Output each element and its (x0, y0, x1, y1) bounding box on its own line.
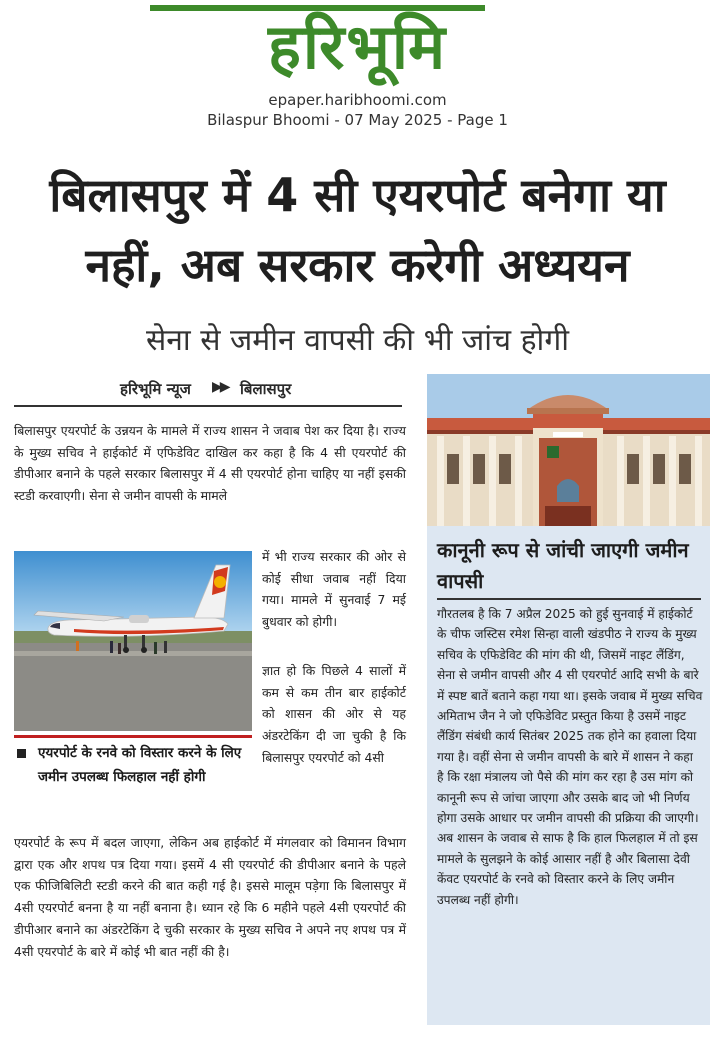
byline-source: हरिभूमि न्यूज (120, 380, 191, 398)
sidebar-title: कानूनी रूप से जांची जाएगी जमीन वापसी (437, 538, 689, 593)
subheadline: सेना से जमीन वापसी की भी जांच होगी (145, 323, 569, 358)
article-paragraph-4: एयरपोर्ट के रूप में बदल जाएगा, लेकिन अब हाईकोर्ट में मंगलवार को विमानन विभाग द्वारा एक और शपथ पत्र दिया गया। इसमें 4 सी एयरपोर्ट की डीपीआर बनाने के पहले एक फीजिबिलिटी स्टडी करने की बात कही गई है। इससे मालूम पड़ेगा कि बिलासपुर में 4सी एयरपोर्ट बनना है या नहीं बनाना है। ध्यान रहे कि 6 महीने पहले 4सी एयरपोर्ट की डीपीआर बनाने का अंडरटेकिंग दे चुकी सरकार के मुख्य सचिव ने अपने नए शपथ पत्र में 4सी एयरपोर्ट के बारे में कोई भी बात नहीं की है। (14, 835, 406, 959)
fast-forward-icon: ▶▶ (212, 379, 228, 395)
airport-runway-photo (14, 551, 252, 731)
airplane-illustration (14, 551, 252, 731)
article-paragraph-1: बिलासपुर एयरपोर्ट के उन्नयन के मामले में राज्य शासन ने जवाब पेश कर दिया है। राज्य के मुख्य सचिव ने हाईकोर्ट में एफिडेविट दाखिल कर कहा है कि 4 सी एयरपोर्ट की डीपीआर बनाने के पहले सरकार बिलासपुर में 4 सी एयरपोर्ट होना चाहिए या नहीं इसकी स्टडी करवाएगी। सेना से जमीन वापसी के मामले (14, 423, 406, 504)
photo-caption: एयरपोर्ट के रनवे को विस्तार करने के लिए जमीन उपलब्ध फिलहाल नहीं होगी (38, 745, 242, 785)
caption-rule (14, 735, 252, 738)
article-paragraph-3: ज्ञात हो कि पिछले 4 सालों में कम से कम तीन बार हाईकोर्ट को शासन की ओर से यह अंडरटेकिंग दी जा चुकी है कि बिलासपुर एयरपोर्ट को 4सी (262, 663, 406, 765)
headline-line-2: नहीं, अब सरकार करेगी अध्ययन (85, 238, 630, 292)
headline-line-1: बिलासपुर में 4 सी एयरपोर्ट बनेगा या (49, 168, 666, 222)
high-court-photo (427, 374, 710, 526)
haribhoomi-logo: हरिभूमि (267, 10, 448, 83)
epaper-url: epaper.haribhoomi.com (268, 91, 447, 109)
caption-bullet (17, 749, 26, 758)
sidebar-body: गौरतलब है कि 7 अप्रैल 2025 को हुई सुनवाई में हाईकोर्ट के चीफ जस्टिस रमेश सिन्हा वाली खंडपीठ ने राज्य के मुख्य सचिव के एफिडेविट की मांग की थी, जिसमें नाइट लैंडिंग, सेना से जमीन वापसी और 4 सी एयरपोर्ट आदि सभी के बारे में स्पष्ट बातें बताने कहा गया था। इसके जवाब में मुख्य सचिव अमिताभ जैन ने जो एफिडेविट प्रस्तुत किया है उसमें नाइट लैंडिंग संबंधी कार्य सितंबर 2025 तक होने का हवाला दिया गया है। वहीं सेना से जमीन वापसी के बारे में शासन ने कहा है कि रक्षा मंत्रालय जो पैसे की मांग कर रहा है उस मांग को कानूनी रूप से जांचा जाएगा और उसके बाद जो भी निर्णय होगा उसके आधार पर जमीन वापसी की प्रक्रिया की जाएगी। अब शासन के जवाब से साफ है कि हाल फिलहाल में तो इस मामले के सुलझने के कोई आसार नहीं है और बिलासा देवी केंवट एयरपोर्ट के रनवे को विस्तार करने के लिए जमीन उपलब्ध नहीं होगी। (437, 607, 703, 907)
high-court-illustration (427, 374, 710, 526)
sidebar-title-rule (437, 598, 701, 600)
byline-rule (14, 405, 402, 407)
article-paragraph-2: में भी राज्य सरकार की ओर से कोई सीधा जवाब नहीं दिया गया। मामले में सुनवाई 7 मई बुधवार को होगी। (262, 549, 406, 630)
edition-line: Bilaspur Bhoomi - 07 May 2025 - Page 1 (207, 111, 508, 129)
byline-place: बिलासपुर (240, 380, 292, 398)
